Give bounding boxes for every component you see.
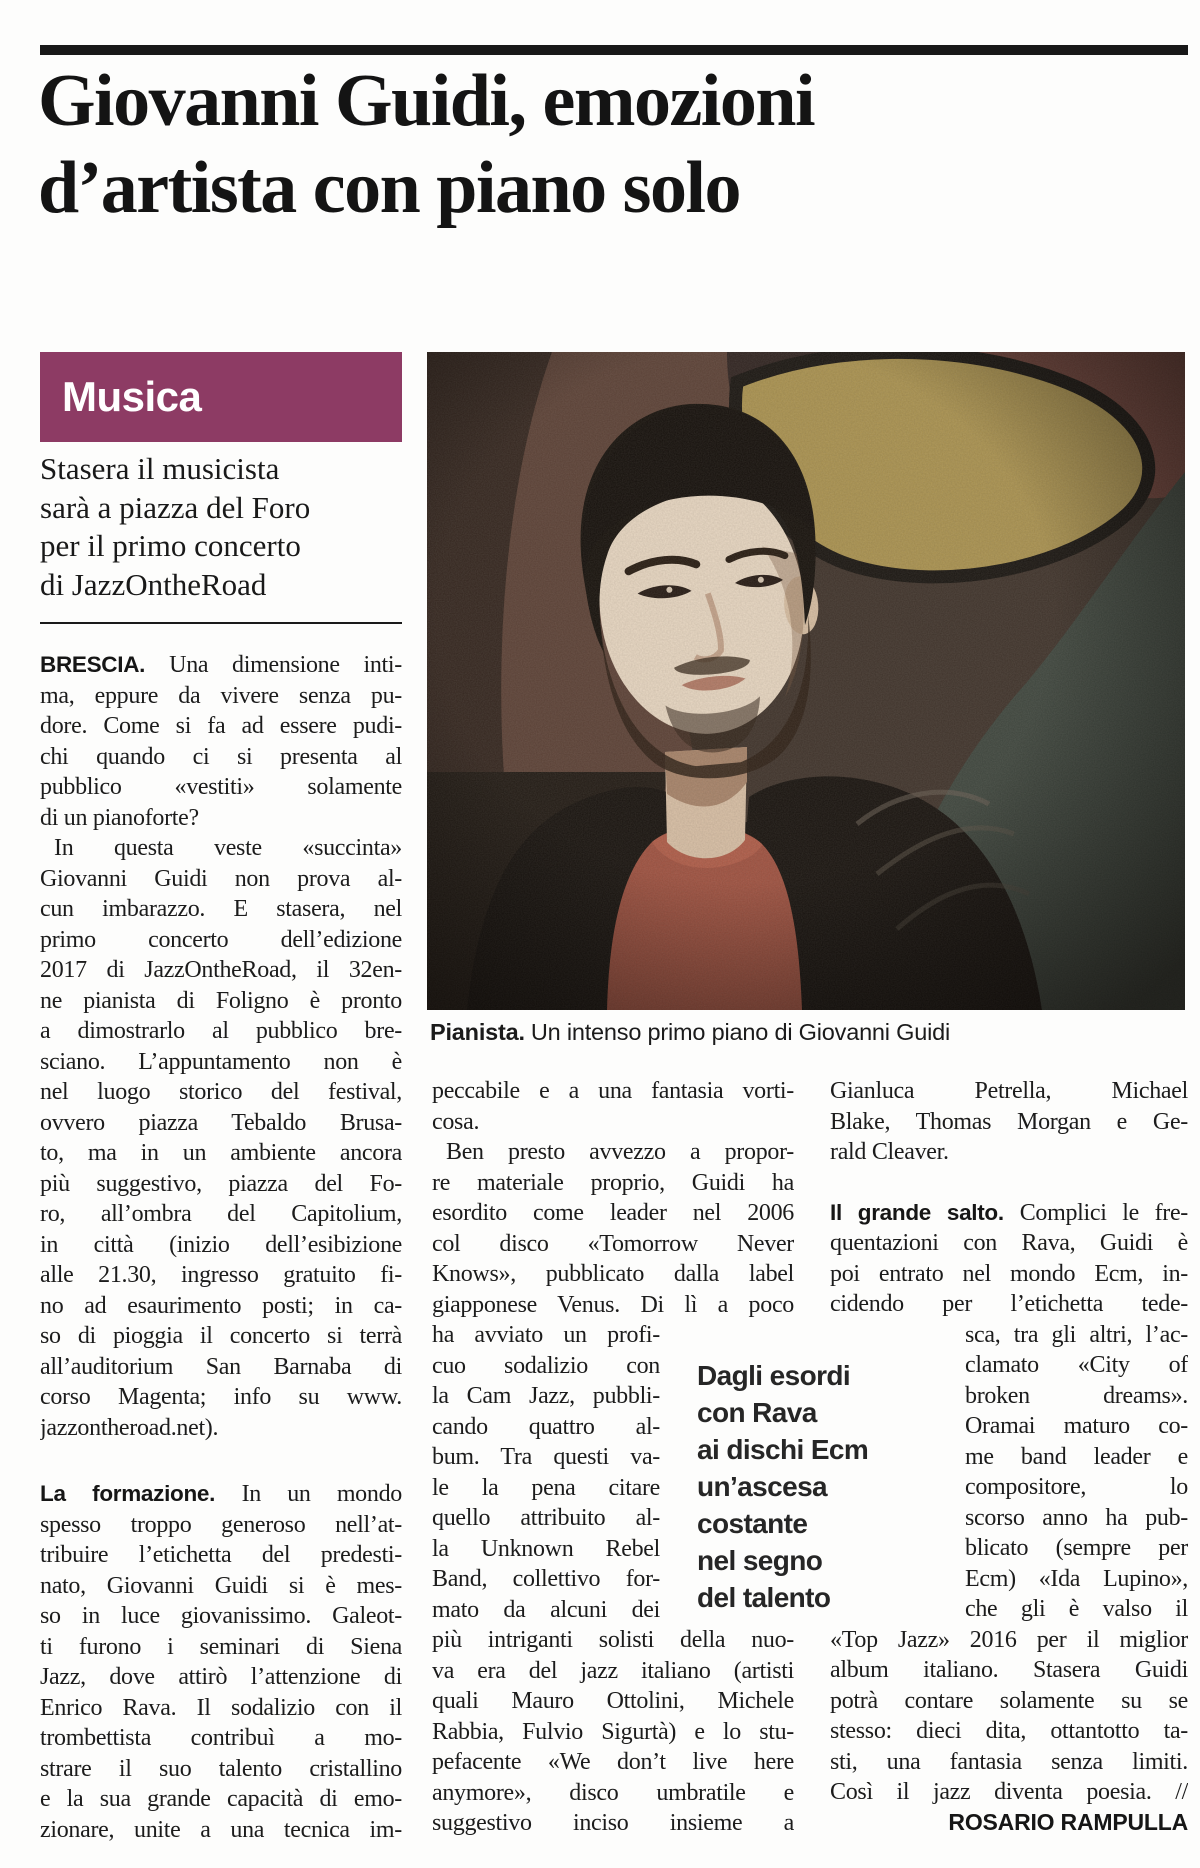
text-line: ma, eppure da vivere senza pu- [40,682,402,709]
text-line: alle 21.30, ingresso gratuito fi- [40,1262,402,1288]
paragraph-gap [40,1443,402,1479]
text-line: ne pianista di Foligno è pronto [40,987,402,1014]
text-line: Rabbia, Fulvio Sigurtà) e lo stu- [432,1718,794,1745]
text-line: so in luce giovanissimo. Galeot- [40,1603,402,1629]
text-line: pefacente «We don’t live here [432,1749,794,1775]
photo-illustration [427,352,1185,1010]
photo-caption [430,1019,1186,1046]
text-line: quentazioni con Rava, Guidi è [830,1230,1188,1256]
article-headline [38,58,1158,232]
headline-line-1: Giovanni Guidi, emozioni [38,60,815,142]
text-line: la Unknown Rebel [432,1535,660,1562]
pull-quote-line: Dagli esordi [697,1360,851,1391]
text-line: peccabile e a una fantasia vorti- [432,1078,794,1104]
text-line: primo concerto dell’edizione [40,926,402,953]
pull-quote-line: con Rava [697,1397,817,1428]
column-segment [432,1076,794,1320]
text-line: e la sua grande capacità di emo- [40,1786,402,1812]
pull-quote-line: del talento [697,1582,831,1613]
text-line: bum. Tra questi va- [432,1444,660,1470]
article-photo [427,352,1185,1010]
text-line: tribuire l’etichetta del predesti- [40,1542,402,1568]
column-segment [432,1625,794,1839]
text-line: cuo sodalizio con [432,1352,660,1379]
text-line: che gli è valso il [965,1596,1188,1622]
text-line: stesso: dieci dita, ottantotto ta- [830,1718,1188,1744]
text-line: dore. Come si fa ad essere pudi- [40,713,402,739]
text-line: strare il suo talento cristallino [40,1755,402,1782]
text-line: to, ma in un ambiente ancora [40,1140,402,1166]
standfirst-line: sarà a piazza del Foro [40,489,311,525]
text-line: sciano. L’appuntamento non è [40,1048,402,1075]
text-line: all’auditorium San Barnaba di [40,1353,402,1380]
text-line: la Cam Jazz, pubbli- [432,1383,660,1409]
paragraph-gap [830,1168,1188,1198]
text-line: blicato (sempre per [965,1535,1188,1561]
text-line: Gianluca Petrella, Michael [830,1078,1188,1104]
text-line: scorso anno ha pub- [965,1504,1188,1531]
text-line: mato da alcuni dei [432,1596,660,1623]
text-line: chi quando ci si presenta al [40,743,402,770]
section-label-musica [40,352,402,442]
text-line: Enrico Rava. Il sodalizio con il [40,1694,402,1721]
text-line: cun imbarazzo. E stasera, nel [40,896,402,922]
column-segment [830,1076,1188,1320]
text-line: nel luogo storico del festival, [40,1079,402,1105]
text-line: di un pianoforte? [40,804,199,831]
text-line: pubblico «vestiti» solamente [40,774,402,800]
text-line: spesso troppo generoso nell’at- [40,1511,402,1538]
text-line: Oramai maturo co- [965,1413,1188,1439]
author-byline: ROSARIO RAMPULLA [948,1809,1188,1835]
text-line: sca, tra gli altri, l’ac- [965,1321,1188,1348]
section-label-text: Musica [62,373,202,420]
column-segment [40,650,402,1845]
text-line: rald Cleaver. [830,1139,949,1165]
text-line: col disco «Tomorrow Never [432,1230,794,1257]
text-line: quello attribuito al- [432,1505,660,1531]
pull-quote-line: nel segno [697,1545,823,1576]
paragraph-lead: Il grande salto. [830,1199,1020,1225]
paragraph-lead: BRESCIA. [40,652,170,677]
standfirst-divider-rule [40,622,402,624]
text-line: Blake, Thomas Morgan e Ge- [830,1108,1188,1135]
text-line: In questa veste «succinta» [54,835,402,861]
text-line: clamato «City of [965,1352,1188,1378]
text-line: trombettista contribuì a mo- [40,1725,402,1751]
text-line: ovvero piazza Tebaldo Brusa- [40,1109,402,1136]
text-line: più suggestivo, piazza del Fo- [40,1170,402,1197]
text-line: BRESCIA. Una dimensione inti- [40,652,402,678]
text-line: cosa. [432,1108,480,1135]
text-line: ha avviato un profi- [432,1322,660,1348]
text-line: cando quattro al- [432,1413,660,1440]
text-line: più intriganti solisti della nuo- [432,1627,794,1653]
photo-caption-text: Un intenso primo piano di Giovanni Guidi [530,1019,951,1045]
text-line: 2017 di JazzOntheRoad, il 32en- [40,957,402,983]
text-line: compositore, lo [965,1474,1188,1500]
text-line: cidendo per l’etichetta tede- [830,1291,1188,1317]
text-line: anymore», disco umbratile e [432,1779,794,1806]
standfirst-line: di JazzOntheRoad [40,566,267,602]
text-line: Il grande salto. Complici le fre- [830,1199,1188,1226]
text-line: broken dreams». [965,1382,1188,1409]
text-line: album italiano. Stasera Guidi [830,1657,1188,1683]
text-line: sti, una fantasia senza limiti. [830,1748,1188,1775]
text-line: so di pioggia il concerto si terrà [40,1323,402,1349]
text-line: esordito come leader nel 2006 [432,1200,794,1226]
text-line: Giovanni Guidi non prova al- [40,865,402,892]
text-line: nato, Giovanni Guidi si è mes- [40,1572,402,1599]
text-line: corso Magenta; info su www. [40,1384,402,1410]
text-line: jazzontheroad.net). [40,1414,219,1441]
column-segment [965,1320,1188,1625]
standfirst-line: Stasera il musicista [40,451,280,486]
text-line: Knows», pubblicato dalla label [432,1261,794,1287]
headline-line-2: d’artista con piano solo [38,147,741,229]
text-line: poi entrato nel mondo Ecm, in- [830,1260,1188,1287]
text-line: La formazione. In un mondo [40,1481,402,1507]
text-line: no ad esaurimento posti; in ca- [40,1292,402,1319]
text-line: a dimostrarlo al pubblico bre- [40,1018,402,1044]
photo-vignette [427,352,1185,1010]
text-line: me band leader e [965,1443,1188,1470]
column-left [40,650,402,1845]
text-line: Così il jazz diventa poesia. // [830,1779,1188,1805]
text-line: ti furono i seminari di Siena [40,1633,402,1660]
text-line: le la pena citare [432,1474,660,1501]
paragraph-lead: La formazione. [40,1481,242,1506]
text-line: giapponese Venus. Di lì a poco [432,1291,794,1318]
photo-caption-lead: Pianista. [430,1019,525,1045]
text-line: Jazz, dove attirò l’attenzione di [40,1664,402,1690]
text-line: quali Mauro Ottolini, Michele [432,1688,794,1714]
pull-quote-line: costante [697,1508,808,1539]
text-line: va era del jazz italiano (artisti [432,1657,794,1684]
text-line: suggestivo inciso insieme a [432,1810,794,1836]
top-rule [40,45,1188,55]
text-line: zionare, unite a una tecnica im- [40,1816,402,1843]
text-line: «Top Jazz» 2016 per il miglior [830,1626,1188,1653]
column-segment [432,1320,660,1625]
article-standfirst [40,450,402,604]
column-segment [830,1625,1188,1808]
text-line: potrà contare solamente su se [830,1687,1188,1714]
text-line: in città (inizio dell’esibizione [40,1231,402,1258]
text-line: Ecm) «Ida Lupino», [965,1565,1188,1592]
text-line: Band, collettivo for- [432,1566,660,1592]
standfirst-line: per il primo concerto [40,528,301,563]
text-line: ro, all’ombra del Capitolium, [40,1201,402,1227]
pull-quote-line: un’ascesa [697,1471,828,1502]
pull-quote [697,1357,887,1616]
text-line: Ben presto avvezzo a propor- [446,1139,794,1165]
text-line: re materiale proprio, Guidi ha [432,1169,794,1196]
pull-quote-line: ai dischi Ecm [697,1434,869,1465]
